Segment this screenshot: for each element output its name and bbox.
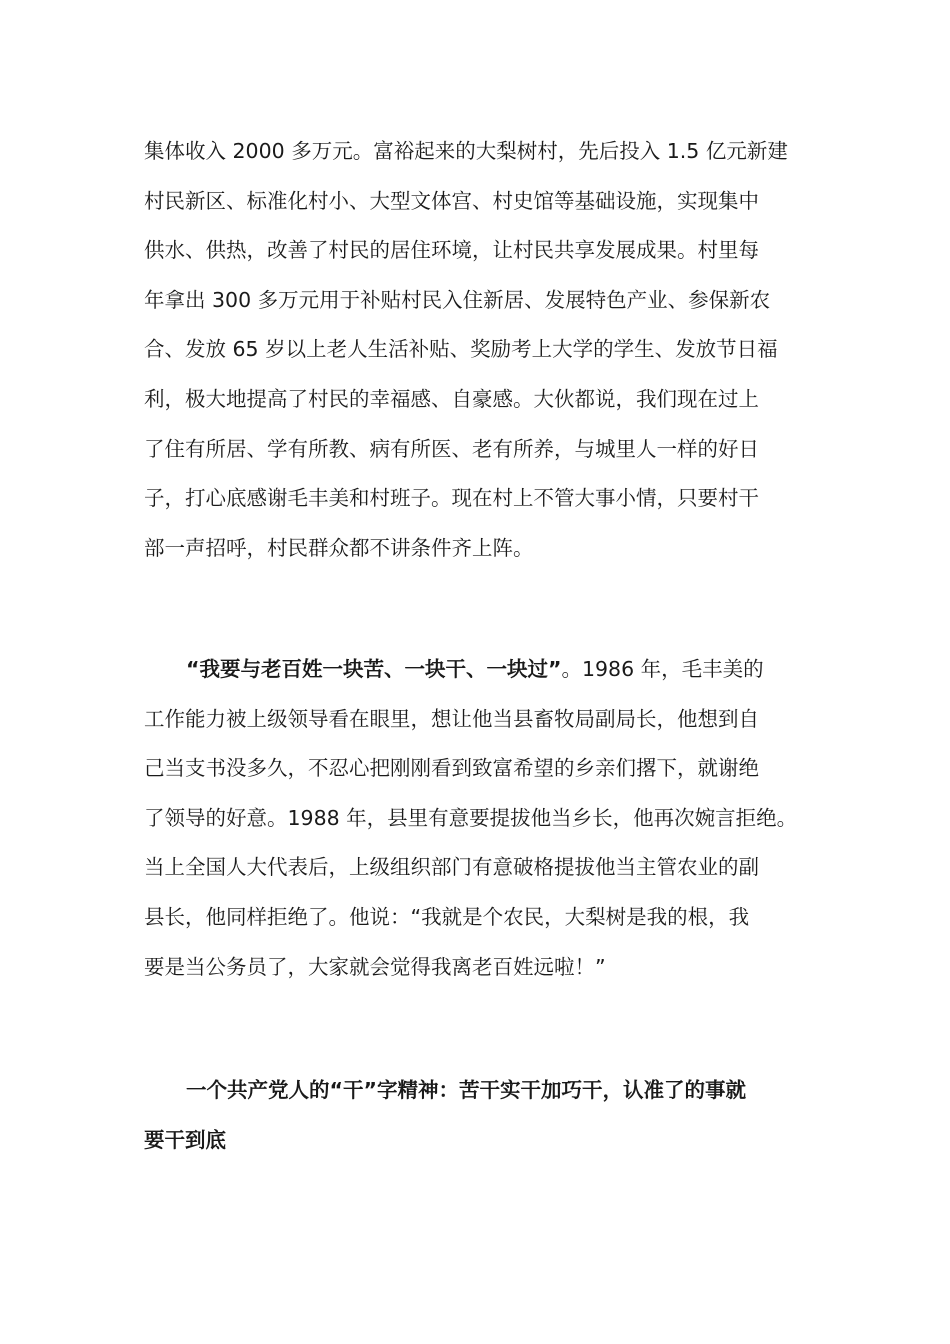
text-line: 子，打心底感谢毛丰美和村班子。现在村上不管大事小情，只要村干: [144, 486, 759, 511]
text-line: 村民新区、标准化村小、大型文体宫、村史馆等基础设施，实现集中: [144, 188, 759, 213]
text-line: 县长，他同样拒绝了。他说：“我就是个农民，大梨树是我的根，我: [144, 904, 750, 929]
text-line: 部一声招呼，村民群众都不讲条件齐上阵。: [144, 535, 534, 560]
text-line: 当上全国人大代表后，上级组织部门有意破格提拔他当主管农业的副: [144, 855, 759, 880]
text-line: 工作能力被上级领导看在眼里，想让他当县畜牧局副局长，他想到自: [144, 706, 759, 731]
text-line: 年拿出 300 多万元用于补贴村民入住新居、发展特色产业、参保新农: [144, 287, 771, 312]
section-heading: [144, 1066, 808, 1165]
paragraph-1: [144, 127, 808, 573]
heading-line: 一个共产党人的“干”字精神：苦干实干加巧干，认准了的事就: [186, 1078, 746, 1102]
text-line: 供水、供热，改善了村民的居住环境，让村民共享发展成果。村里每: [144, 238, 759, 263]
text-line: 了领导的好意。1988 年，县里有意要提拔他当乡长，他再次婉言拒绝。: [144, 805, 798, 830]
text-line: 集体收入 2000 多万元。富裕起来的大梨树村，先后投入 1.5 亿元新建: [144, 139, 788, 163]
heading-line: 要干到底: [144, 1127, 226, 1152]
text-line: 了住有所居、学有所教、病有所医、老有所养，与城里人一样的好日: [144, 436, 759, 461]
text-line: [144, 645, 808, 695]
text-line: 要是当公务员了，大家就会觉得我离老百姓远啦！”: [144, 954, 606, 979]
text-line: 合、发放 65 岁以上老人生活补贴、奖励考上大学的学生、发放节日福: [144, 337, 778, 362]
paragraph-2: [144, 645, 808, 992]
text-line: 己当支书没多久，不忍心把刚刚看到致富希望的乡亲们撂下，就谢绝: [144, 756, 759, 781]
section-lead-bold: “我要与老百姓一块苦、一块干、一块过”: [186, 657, 562, 681]
text-line: 利，极大地提高了村民的幸福感、自豪感。大伙都说，我们现在过上: [144, 386, 759, 411]
section-lead-rest: 。1986 年，毛丰美的: [561, 657, 764, 681]
